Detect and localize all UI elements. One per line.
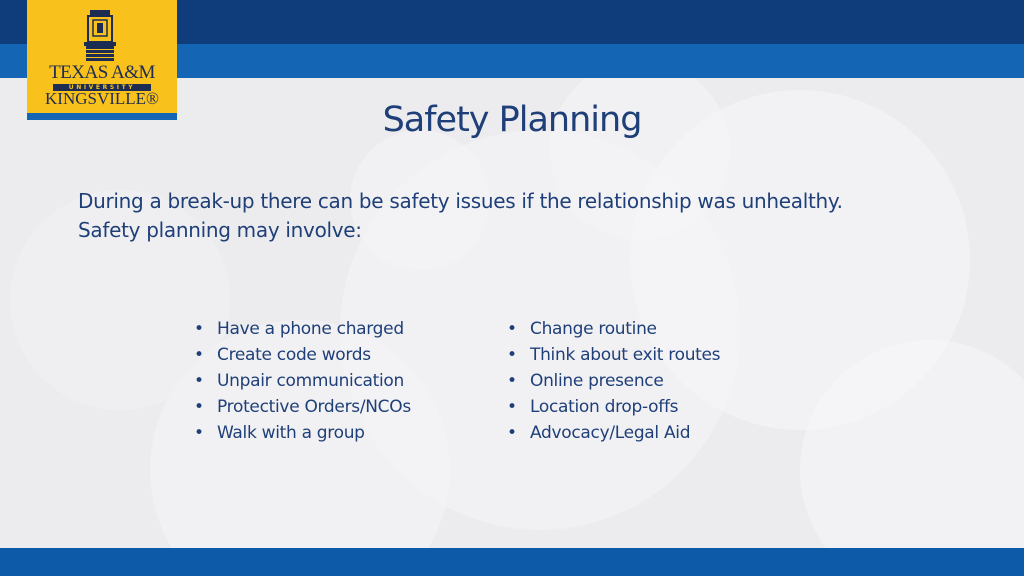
list-item	[192, 316, 411, 342]
logo-text-kingsville: KINGSVILLE®	[45, 89, 159, 108]
list-item	[505, 368, 720, 394]
logo-text-texas-am: TEXAS A&M	[49, 62, 155, 83]
list-item	[192, 342, 411, 368]
college-hall-icon	[82, 8, 118, 62]
list-item-text: Advocacy/Legal Aid	[530, 423, 691, 443]
list-item-text: Have a phone charged	[217, 319, 404, 339]
list-item	[192, 368, 411, 394]
list-item	[505, 316, 720, 342]
list-item-text: Unpair communication	[217, 371, 405, 391]
bullet-icon: •	[507, 345, 517, 365]
list-item	[192, 394, 411, 420]
bullet-icon: •	[194, 423, 204, 443]
list-item	[505, 342, 720, 368]
list-item-text: Create code words	[217, 345, 371, 365]
list-item-text: Change routine	[530, 319, 657, 339]
bullet-icon: •	[194, 345, 204, 365]
bullet-icon: •	[507, 423, 517, 443]
bullet-icon: •	[194, 397, 204, 417]
slide-title: Safety Planning	[382, 100, 642, 140]
list-item-text: Online presence	[530, 371, 664, 391]
list-item	[505, 394, 720, 420]
intro-line-2: Safety planning may involve:	[78, 218, 362, 242]
list-item-text: Walk with a group	[217, 423, 365, 443]
logo-text-university: UNIVERSITY	[53, 84, 151, 91]
bullet-icon: •	[194, 371, 204, 391]
bullet-icon: •	[194, 319, 204, 339]
bullet-icon: •	[507, 319, 517, 339]
list-item-text: Location drop-offs	[530, 397, 679, 417]
intro-line-1: During a break-up there can be safety issues if the relationship was unhealthy.	[78, 189, 843, 213]
intro-text	[78, 187, 978, 245]
list-item-text: Protective Orders/NCOs	[217, 397, 411, 417]
bullet-list-left	[192, 316, 411, 446]
list-item-text: Think about exit routes	[530, 345, 721, 365]
bullet-icon: •	[507, 397, 517, 417]
bullet-list-right	[505, 316, 720, 446]
list-item	[505, 420, 720, 446]
list-item	[192, 420, 411, 446]
bullet-icon: •	[507, 371, 517, 391]
footer-band	[0, 548, 1024, 576]
